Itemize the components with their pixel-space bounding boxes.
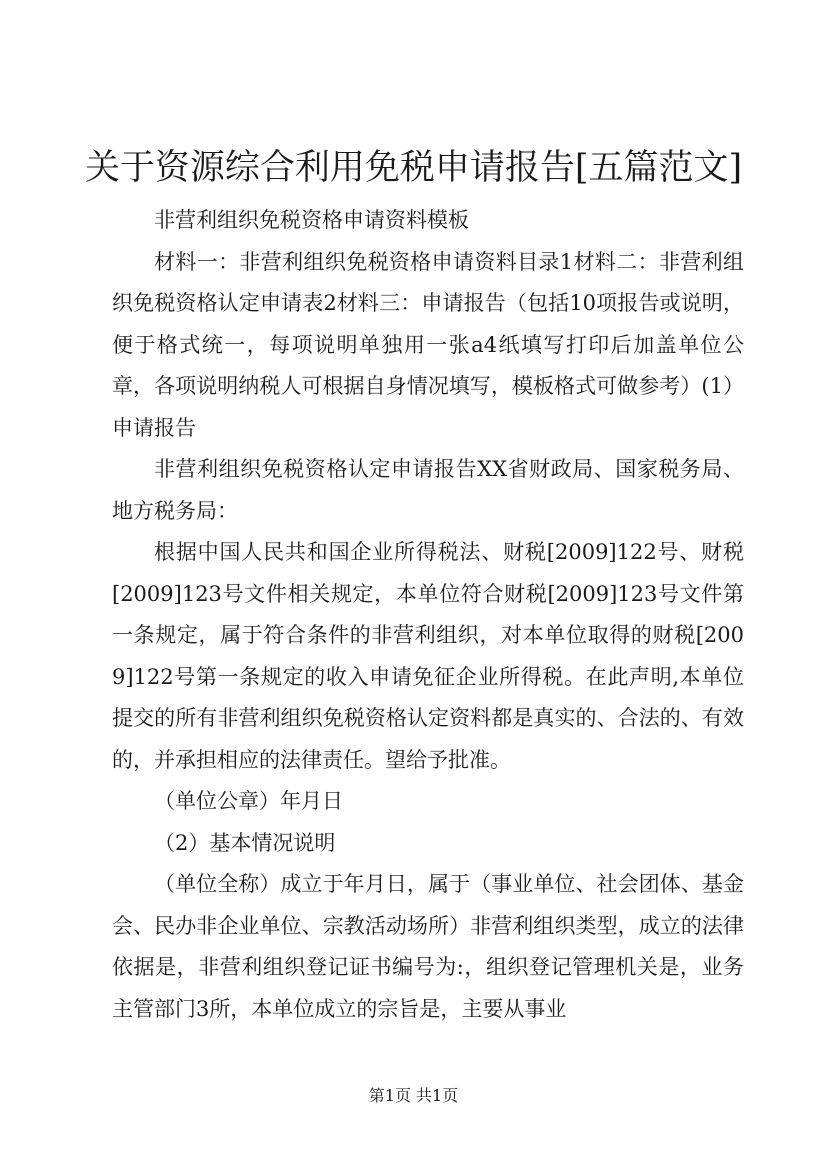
paragraph-legal-basis: 根据中国人民共和国企业所得税法、财税[2009]122号、财税[2009]123号文件相关规定，本单位符合财税[2009]123号文件第一条规定，属于符合条件的非营利组织，对本单位取得的财税[2009]122号第一条规定的收入申请免征企业所得税。在此声明,本单位提交的所有非营利组织免税资格认定资料都是真实的、合法的、有效的，并承担相应的法律责任。望给予批准。 — [112, 540, 744, 772]
page-footer: 第1页 共1页 — [368, 1086, 459, 1105]
document-title: 关于资源综合利用免税申请报告[五篇范文] — [84, 148, 743, 188]
paragraph-report-addressee: 非营利组织免税资格认定申请报告XX省财政局、国家税务局、地方税务局： — [112, 457, 744, 523]
paragraph-materials-list: 材料一：非营利组织免税资格申请资料目录1材料二：非营利组织免税资格认定申请表2材料三：申请报告（包括10项报告或说明，便于格式统一，每项说明单独用一张a4纸填写打印后加盖单位公章，各项说明纳税人可根据自身情况填写，模板格式可做参考）(1）申请报告 — [112, 249, 744, 440]
paragraph-section-basic-info: （2）基本情况说明 — [154, 830, 336, 855]
paragraph-basic-info-body: （单位全称）成立于年月日，属于（事业单位、社会团体、基金会、民办非企业单位、宗教活动场所）非营利组织类型，成立的法律依据是，非营利组织登记证书编号为:，组织登记管理机关是，业务主管部门3所，本单位成立的宗旨是，主要从事业 — [112, 872, 744, 1021]
document-body — [112, 200, 744, 1030]
paragraph-template-heading: 非营利组织免税资格申请资料模板 — [154, 208, 469, 232]
paragraph-seal-date: （单位公章）年月日 — [154, 789, 343, 813]
